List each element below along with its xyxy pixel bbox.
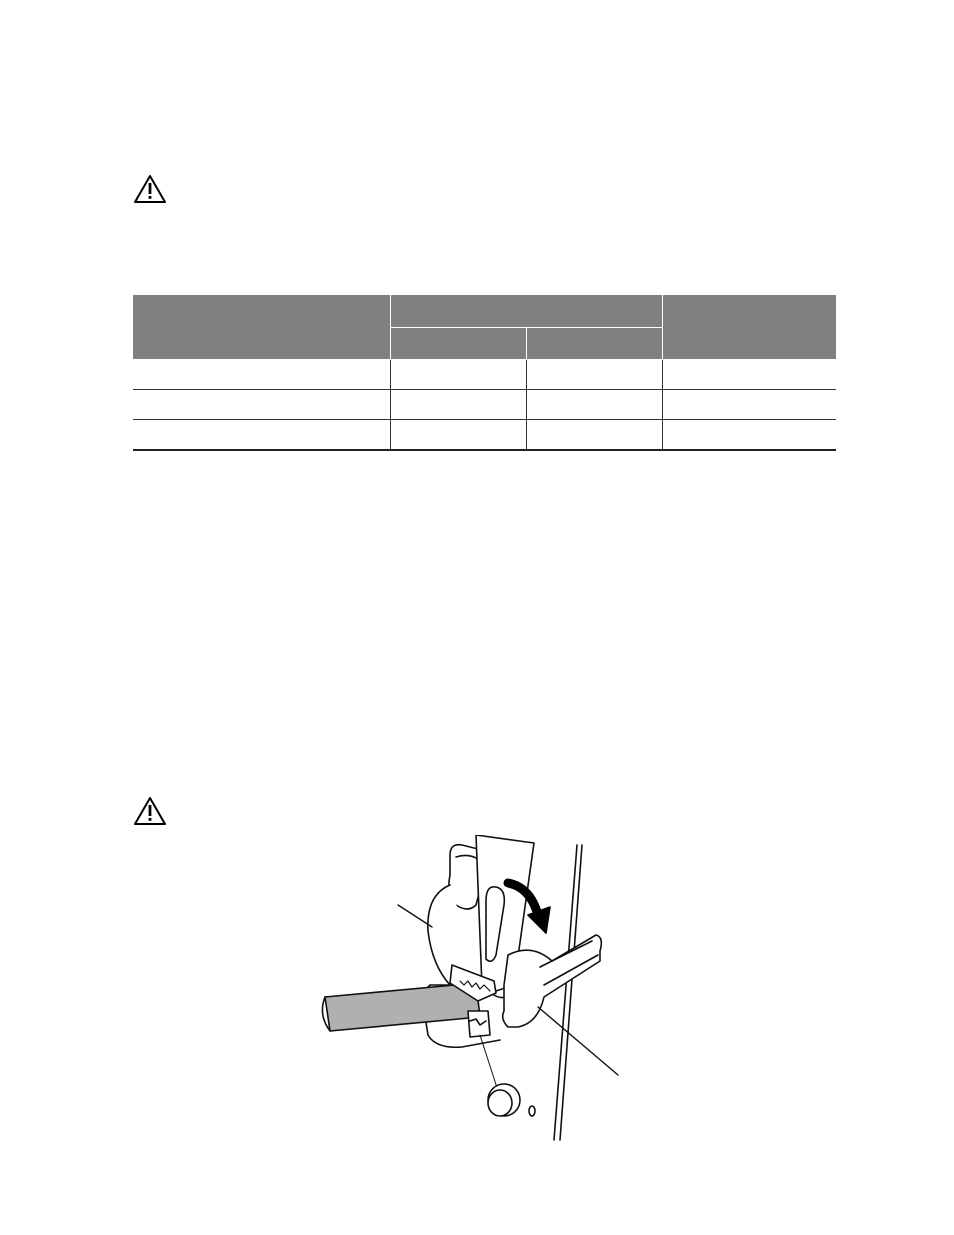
table-cell	[662, 359, 836, 389]
table-subheader-cell	[390, 327, 526, 359]
plate-edge	[560, 845, 582, 1140]
table-row	[133, 359, 836, 389]
table-subheader-cell	[526, 327, 662, 359]
wrench-illustration	[300, 835, 640, 1145]
table-cell	[133, 390, 390, 420]
warning-triangle-icon	[133, 174, 167, 204]
table-cell	[662, 390, 836, 420]
table-cell	[526, 420, 662, 450]
table-cell	[526, 359, 662, 389]
table-cell	[662, 420, 836, 450]
table-header-cell	[133, 295, 390, 359]
table-header-group-cell	[390, 295, 662, 327]
table-row	[133, 420, 836, 450]
table-cell	[133, 420, 390, 450]
warning-triangle-icon	[133, 796, 167, 826]
plate-edge	[554, 845, 577, 1140]
table-cell	[390, 359, 526, 389]
table-cell	[133, 359, 390, 389]
spec-table	[133, 295, 836, 451]
table-cell	[526, 390, 662, 420]
table-header-cell	[662, 295, 836, 359]
table-cell	[390, 420, 526, 450]
leader-line	[538, 1007, 618, 1075]
table-cell	[390, 390, 526, 420]
table-row	[133, 390, 836, 420]
leader-line	[398, 905, 432, 927]
